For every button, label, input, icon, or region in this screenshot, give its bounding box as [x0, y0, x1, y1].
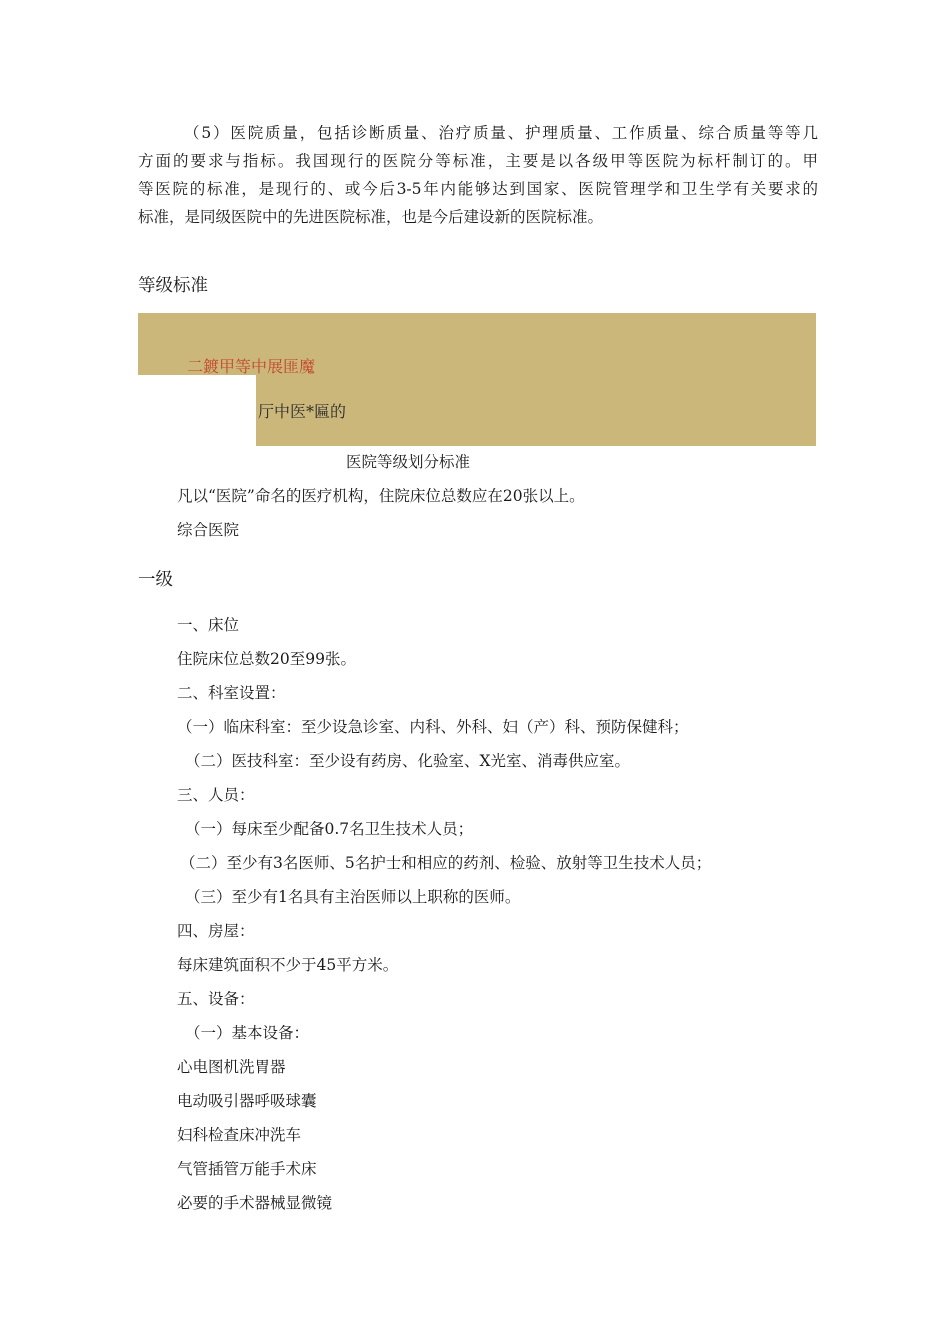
intro-paragraph [138, 119, 818, 231]
item-staff-2: （二）至少有3名医师、5名护士和相应的药剂、检验、放射等卫生技术人员； [180, 854, 712, 872]
level-heading: 一级 [138, 570, 173, 590]
item-tech-departments: （二）医技科室：至少设有药房、化验室、X光室、消毒供应室。 [185, 752, 631, 770]
section-heading: 等级标准 [138, 276, 208, 296]
item-beds-text: 住院床位总数20至99张。 [177, 650, 356, 668]
equipment-line: 妇科检查床冲洗车 [177, 1126, 302, 1144]
item-staff-heading: 三、人员： [177, 786, 255, 804]
item-equipment-heading: 五、设备： [177, 990, 255, 1008]
item-basic-equipment: （一）基本设备： [185, 1024, 310, 1042]
item-staff-1: （一）每床至少配备0.7名卫生技术人员； [185, 820, 474, 838]
category-label: 综合医院 [177, 521, 240, 539]
banner-dark-text: 厅中医*匾的 [258, 402, 347, 421]
intro-line: （5）医院质量，包括诊断质量、治疗质量、护理质量、工作质量、综合质量等等几 [184, 124, 818, 142]
intro-line: 方面的要求与指标。我国现行的医院分等标准，主要是以各级甲等医院为标杆制订的。甲 [138, 152, 818, 170]
equipment-line: 气管插管万能手术床 [177, 1160, 317, 1178]
rule-text: 凡以“医院”命名的医疗机构，住院床位总数应在20张以上。 [177, 487, 585, 505]
item-housing-text: 每床建筑面积不少于45平方米。 [177, 956, 399, 974]
banner-red-text: 二鍍甲等中展匪魔 [187, 357, 316, 376]
item-clinical-departments: （一）临床科室：至少设急诊室、内科、外科、妇（产）科、预防保健科； [177, 718, 689, 736]
item-staff-3: （三）至少有1名具有主治医师以上职称的医师。 [185, 888, 521, 906]
item-beds-heading: 一、床位 [177, 616, 240, 634]
intro-line: 等医院的标准，是现行的、或今后3-5年内能够达到国家、医院管理学和卫生学有关要求的 [138, 180, 818, 198]
intro-line: 标准，是同级医院中的先进医院标准，也是今后建设新的医院标准。 [138, 208, 604, 226]
equipment-line: 必要的手术器械显微镜 [177, 1194, 333, 1212]
equipment-line: 电动吸引器呼吸球囊 [177, 1092, 317, 1110]
equipment-line: 心电图机洗胃器 [177, 1058, 286, 1076]
item-departments-heading: 二、科室设置： [177, 684, 286, 702]
item-housing-heading: 四、房屋： [177, 922, 255, 940]
caption: 医院等级划分标准 [346, 453, 471, 471]
